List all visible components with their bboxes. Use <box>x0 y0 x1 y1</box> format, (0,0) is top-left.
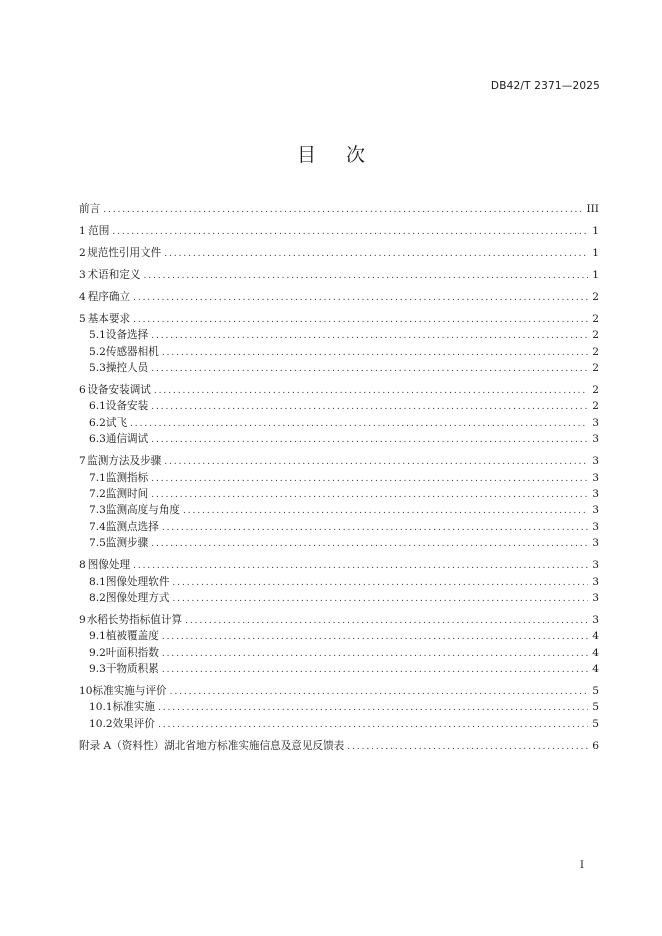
toc-entry-number: 5 <box>79 312 86 325</box>
toc-entry-number: 5.1 <box>89 329 106 342</box>
toc-entry-page: 4 <box>592 630 599 643</box>
toc-entry[interactable] <box>79 574 599 590</box>
toc-dot-leader <box>162 665 588 675</box>
toc-entry[interactable] <box>79 360 599 376</box>
toc-entry[interactable] <box>79 661 599 677</box>
toc-dot-leader <box>162 632 588 642</box>
toc-entry[interactable] <box>79 590 599 606</box>
toc-entry[interactable] <box>79 557 599 573</box>
toc-dot-leader <box>164 457 588 467</box>
toc-entry-page: 3 <box>592 613 599 626</box>
toc-entry-number: 7.4 <box>89 520 106 533</box>
toc-entry-title: 范围 <box>88 224 110 237</box>
toc-entry-number: 10 <box>79 685 93 698</box>
toc-entry-number: 9.3 <box>89 663 106 676</box>
toc-entry-page: 4 <box>592 646 599 659</box>
toc-entry[interactable] <box>79 645 599 661</box>
toc-entry-page: 5 <box>592 685 599 698</box>
toc-dot-leader <box>154 386 588 396</box>
toc-entry-title: 植被覆盖度 <box>105 630 159 643</box>
toc-entry-page: 2 <box>592 400 599 413</box>
toc-entry-title: 监测步骤 <box>105 537 149 550</box>
toc-entry-page: 3 <box>592 433 599 446</box>
toc-entry-page: 3 <box>592 559 599 572</box>
page-number: I <box>580 860 584 871</box>
toc-entry[interactable] <box>79 535 599 551</box>
toc-entry-title: 效果评价 <box>112 717 155 730</box>
toc-entry-number: 5.2 <box>89 345 106 358</box>
toc-entry-page: 2 <box>592 329 599 342</box>
toc-dot-leader <box>151 435 588 445</box>
toc-entry-title: 图像处理软件 <box>105 575 170 588</box>
toc-entry-number: 8.2 <box>89 591 106 604</box>
toc-entry-number: 6 <box>79 384 86 397</box>
toc-dot-leader <box>151 402 588 412</box>
toc-entry-page: III <box>586 203 599 215</box>
toc-dot-leader <box>133 561 588 571</box>
toc-entry[interactable] <box>79 453 599 469</box>
toc-dot-leader <box>151 364 588 374</box>
toc-dot-leader <box>164 249 588 259</box>
toc-entry-page: 2 <box>592 290 599 303</box>
toc-entry-page: 3 <box>592 488 599 501</box>
toc-entry-title: 标准实施与评价 <box>92 685 167 698</box>
toc-dot-leader <box>172 578 588 588</box>
toc-entry-title: 监测高度与角度 <box>105 504 181 517</box>
toc-entry-page: 1 <box>592 224 599 237</box>
toc-entry-title: 前言 <box>79 203 101 215</box>
toc-entry-number: 5.3 <box>89 362 106 375</box>
toc-dot-leader <box>185 616 588 626</box>
toc-entry-number: 7.2 <box>89 488 106 501</box>
toc-entry-title: 叶面积指数 <box>105 646 159 659</box>
toc-entry[interactable] <box>79 327 599 343</box>
toc-entry[interactable] <box>79 344 599 360</box>
toc-entry-page: 3 <box>592 520 599 533</box>
toc-entry[interactable] <box>79 738 599 754</box>
toc-entry[interactable] <box>79 502 599 518</box>
toc-entry-title: 传感器相机 <box>105 345 159 358</box>
toc-dot-leader <box>151 474 588 484</box>
toc-entry-title: 通信调试 <box>105 433 149 446</box>
toc-entry-page: 4 <box>592 663 599 676</box>
toc-entry-number: 7 <box>79 455 86 468</box>
document-code: DB42/T 2371—2025 <box>490 80 600 92</box>
toc-entry-number: 6.3 <box>89 433 106 446</box>
toc-entry[interactable] <box>79 683 599 699</box>
toc-entry-number: 7.3 <box>89 504 106 517</box>
toc-entry-number: 9.1 <box>89 630 106 643</box>
toc-dot-leader <box>144 271 589 281</box>
toc-entry-title: 操控人员 <box>105 362 149 375</box>
toc-entry-page: 2 <box>592 384 599 397</box>
toc-entry-title: 干物质积累 <box>105 663 159 676</box>
toc-entry-page: 3 <box>592 455 599 468</box>
toc-entry[interactable] <box>79 519 599 535</box>
toc-dot-leader <box>158 720 588 730</box>
toc-entry-title: 监测点选择 <box>105 520 159 533</box>
toc-entry[interactable] <box>79 223 599 239</box>
toc-entry-number: 9.2 <box>89 646 106 659</box>
toc-entry-number: 7.5 <box>89 537 106 550</box>
toc-entry-page: 3 <box>592 416 599 429</box>
toc-entry[interactable] <box>79 415 599 431</box>
toc-entry[interactable] <box>79 628 599 644</box>
toc-entry[interactable] <box>79 311 599 327</box>
toc-entry-page: 1 <box>592 246 599 259</box>
toc-dot-leader <box>170 687 588 697</box>
toc-entry-page: 3 <box>592 575 599 588</box>
toc-entry[interactable] <box>79 398 599 414</box>
toc-entry-title: 标准实施 <box>112 701 155 714</box>
toc-entry-number: 2 <box>79 246 86 259</box>
toc-entry[interactable] <box>79 699 599 715</box>
toc-entry[interactable] <box>79 470 599 486</box>
toc-dot-leader <box>130 419 588 429</box>
toc-dot-leader <box>347 742 588 752</box>
toc-entry-number: 8 <box>79 559 86 572</box>
table-of-contents <box>79 201 599 754</box>
toc-entry[interactable] <box>79 201 599 217</box>
toc-dot-leader <box>151 331 588 341</box>
toc-entry-page: 3 <box>592 471 599 484</box>
toc-entry-title: 基本要求 <box>87 312 131 325</box>
toc-entry-page: 2 <box>592 345 599 358</box>
toc-entry-number: 6.1 <box>89 400 106 413</box>
toc-entry-title: 试飞 <box>105 416 128 429</box>
toc-entry-title: 规范性引用文件 <box>87 246 162 259</box>
toc-dot-leader <box>103 205 583 215</box>
toc-dot-leader <box>151 539 588 549</box>
toc-entry-title: 设备安装 <box>105 400 149 413</box>
toc-entry[interactable] <box>79 267 599 283</box>
toc-entry-number: 4 <box>79 290 86 303</box>
toc-entry[interactable] <box>79 716 599 732</box>
toc-entry-number: 7.1 <box>89 471 106 484</box>
toc-entry-number: 9 <box>79 613 86 626</box>
toc-dot-leader <box>133 315 588 325</box>
toc-entry-number: 10.2 <box>89 717 113 730</box>
toc-entry[interactable] <box>79 612 599 628</box>
toc-dot-leader <box>162 523 588 533</box>
toc-entry-page: 5 <box>592 717 599 730</box>
toc-entry-page: 1 <box>592 268 599 281</box>
toc-entry-page: 2 <box>592 312 599 325</box>
toc-entry-title: 湖北省地方标准实施信息及意见反馈表 <box>164 739 345 752</box>
toc-entry-number: 6.2 <box>89 416 106 429</box>
toc-entry[interactable] <box>79 382 599 398</box>
toc-entry-title: 水稻长势指标值计算 <box>86 613 183 626</box>
toc-entry-title: 设备安装调试 <box>87 384 151 397</box>
toc-entry-title: 设备选择 <box>105 329 149 342</box>
toc-entry-page: 3 <box>592 537 599 550</box>
toc-entry-number: 10.1 <box>89 701 113 714</box>
toc-entry-number: 附录 A（资料性） <box>79 739 165 752</box>
toc-entry-title: 程序确立 <box>87 290 131 303</box>
toc-entry-number: 8.1 <box>89 575 106 588</box>
toc-dot-leader <box>162 649 588 659</box>
toc-entry-title: 术语和定义 <box>87 268 141 281</box>
toc-entry-page: 2 <box>592 362 599 375</box>
toc-dot-leader <box>183 506 588 516</box>
toc-entry-title: 图像处理 <box>87 559 131 572</box>
toc-entry[interactable] <box>79 289 599 305</box>
toc-entry-number: 1 <box>79 224 86 237</box>
toc-entry[interactable] <box>79 486 599 502</box>
page-title: 目次 <box>296 144 395 166</box>
toc-dot-leader <box>172 594 588 604</box>
toc-entry-title: 监测时间 <box>105 488 149 501</box>
toc-entry-page: 3 <box>592 591 599 604</box>
toc-dot-leader <box>158 703 588 713</box>
toc-entry[interactable] <box>79 431 599 447</box>
toc-dot-leader <box>133 293 588 303</box>
toc-dot-leader <box>112 227 588 237</box>
toc-entry-title: 图像处理方式 <box>105 591 170 604</box>
toc-entry-title: 监测指标 <box>105 471 149 484</box>
toc-entry-title: 监测方法及步骤 <box>87 455 162 468</box>
toc-entry-page: 6 <box>592 739 599 752</box>
toc-entry-page: 3 <box>592 504 599 517</box>
toc-dot-leader <box>151 490 588 500</box>
toc-entry-page: 5 <box>592 701 599 714</box>
toc-entry[interactable] <box>79 245 599 261</box>
toc-entry-number: 3 <box>79 268 86 281</box>
toc-dot-leader <box>162 348 588 358</box>
